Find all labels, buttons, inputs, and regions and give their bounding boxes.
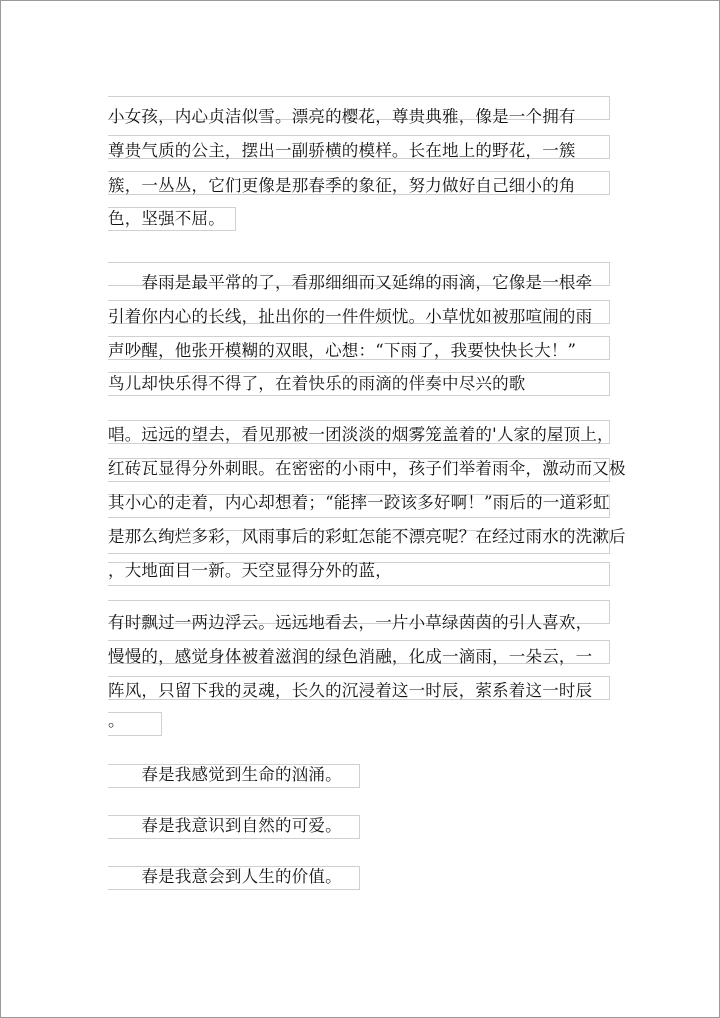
text-line: 尊贵气质的公主，摆出一副骄横的模样。长在地上的野花，一簇 — [108, 141, 576, 160]
text-line: 春是我感觉到生命的汹涌。 — [108, 765, 342, 784]
text-line: 春是我意识到自然的可爱。 — [108, 816, 342, 835]
text-line: 。 — [108, 711, 125, 730]
text-line: 有时飘过一两边浮云。远远地看去，一片小草绿茵茵的引人喜欢， — [108, 613, 593, 632]
text-line: 慢慢的，感觉身体被着滋润的绿色消融，化成一滴雨，一朵云，一 — [108, 647, 593, 666]
text-line: 色，坚强不屈。 — [108, 209, 225, 228]
text-line: ，大地面目一新。天空显得分外的蓝， — [108, 561, 392, 580]
text-line: 鸟儿却快乐得不得了，在着快乐的雨滴的伴奏中尽兴的歌 — [108, 374, 526, 393]
text-line: 声吵醒，他张开模糊的双眼，心想：“下雨了，我要快快长大！” — [108, 341, 577, 360]
text-line: 其小心的走着，内心却想着；“能摔一跤该多好啊！”雨后的一道彩虹 — [108, 493, 610, 512]
text-line: 小女孩，内心贞洁似雪。漂亮的樱花，尊贵典雅，像是一个拥有 — [108, 107, 576, 126]
text-line: 引着你内心的长线，扯出你的一件件烦忧。小草忧如被那喧闹的雨 — [108, 307, 593, 326]
text-line: 春雨是最平常的了，看那细细而又延绵的雨滴，它像是一根牵 — [108, 273, 593, 292]
text-line: 簇，一丛丛，它们更像是那春季的象征，努力做好自己细小的角 — [108, 176, 576, 195]
text-line: 阵风，只留下我的灵魂，长久的沉浸着这一时辰，萦系着这一时辰 — [108, 681, 593, 700]
text-line: 春是我意会到人生的价值。 — [108, 867, 342, 886]
text-line: 唱。远远的望去，看见那被一团淡淡的烟雾笼盖着的'人家的屋顶上， — [108, 425, 614, 444]
text-line: 是那么绚烂多彩，风雨事后的彩虹怎能不漂亮呢？在经过雨水的洗漱后 — [108, 527, 626, 546]
text-line: 红砖瓦显得分外刺眼。在密密的小雨中，孩子们举着雨伞，激动而又极 — [108, 459, 626, 478]
